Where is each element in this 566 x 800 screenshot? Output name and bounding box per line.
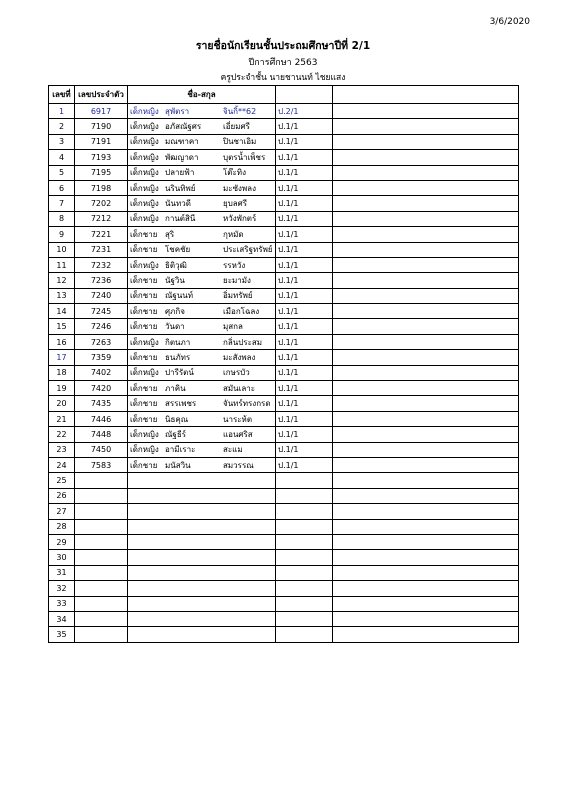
notes-cell <box>333 196 519 211</box>
class-level: ป.2/1 <box>276 104 333 119</box>
notes-cell <box>333 319 519 334</box>
student-id: 7231 <box>75 242 128 257</box>
student-name <box>128 288 276 303</box>
student-name <box>128 334 276 349</box>
row-number: 17 <box>49 350 75 365</box>
table-row <box>49 334 519 349</box>
row-number: 15 <box>49 319 75 334</box>
last-name: บุตรน้ำเพ็ชร <box>223 152 266 162</box>
row-number: 5 <box>49 165 75 180</box>
student-id: 7245 <box>75 304 128 319</box>
student-id: 7212 <box>75 211 128 226</box>
first-name: ปารีรัตน์ <box>165 368 194 378</box>
row-number: 24 <box>49 457 75 472</box>
header-name: ชื่อ-สกุล <box>128 86 276 104</box>
notes-cell <box>333 288 519 303</box>
page-title: รายชื่อนักเรียนชั้นประถมศึกษาปีที่ 2/1 <box>195 40 371 52</box>
student-name <box>128 119 276 134</box>
student-name <box>128 150 276 165</box>
student-id <box>75 565 128 580</box>
table-row <box>49 165 519 180</box>
first-name: พัฒญาดา <box>165 152 199 162</box>
student-id <box>75 534 128 549</box>
notes-cell <box>333 381 519 396</box>
header-student-id: เลขประจำตัว <box>75 86 128 104</box>
class-level: ป.1/1 <box>276 257 333 272</box>
notes-cell <box>333 211 519 226</box>
name-prefix: เด็กหญิง <box>130 368 159 378</box>
table-row <box>49 581 519 596</box>
table-row <box>49 150 519 165</box>
student-id: 7202 <box>75 196 128 211</box>
first-name: นันทวดี <box>165 199 191 209</box>
last-name: เกษรบัว <box>223 368 250 378</box>
table-row <box>49 196 519 211</box>
name-prefix: เด็กหญิง <box>130 429 159 439</box>
table-row <box>49 180 519 195</box>
row-number: 11 <box>49 257 75 272</box>
class-level: ป.1/1 <box>276 288 333 303</box>
table-row <box>49 534 519 549</box>
class-level: ป.1/1 <box>276 180 333 195</box>
class-level <box>276 627 333 642</box>
first-name: วันดา <box>165 322 185 332</box>
student-name <box>128 442 276 457</box>
student-name <box>128 504 276 519</box>
name-prefix: เด็กชาย <box>130 306 158 316</box>
notes-cell <box>333 550 519 565</box>
row-number: 19 <box>49 381 75 396</box>
notes-cell <box>333 365 519 380</box>
name-prefix: เด็กหญิง <box>130 445 159 455</box>
student-id <box>75 627 128 642</box>
table-row <box>49 611 519 626</box>
table-row <box>49 365 519 380</box>
first-name: ธนภัทร <box>165 352 191 362</box>
name-prefix: เด็กหญิง <box>130 260 159 270</box>
student-id: 7191 <box>75 134 128 149</box>
student-id <box>75 596 128 611</box>
table-row <box>49 488 519 503</box>
class-level: ป.1/1 <box>276 365 333 380</box>
class-level: ป.1/1 <box>276 457 333 472</box>
student-id: 7263 <box>75 334 128 349</box>
last-name: สมันเลาะ <box>223 383 256 393</box>
last-name: อิ่มทรัพย์ <box>223 291 253 301</box>
class-level: ป.1/1 <box>276 442 333 457</box>
name-prefix: เด็กชาย <box>130 399 158 409</box>
name-prefix: เด็กหญิง <box>130 168 159 178</box>
student-id <box>75 504 128 519</box>
first-name: กิตนภา <box>165 337 191 347</box>
student-id: 7221 <box>75 227 128 242</box>
class-level: ป.1/1 <box>276 411 333 426</box>
student-id: 7193 <box>75 150 128 165</box>
class-level <box>276 611 333 626</box>
class-level <box>276 519 333 534</box>
row-number: 34 <box>49 611 75 626</box>
row-number: 13 <box>49 288 75 303</box>
class-level: ป.1/1 <box>276 227 333 242</box>
first-name: นิธคุณ <box>165 414 189 424</box>
notes-cell <box>333 427 519 442</box>
student-name <box>128 550 276 565</box>
first-name: ภาคิน <box>165 383 186 393</box>
name-prefix: เด็กชาย <box>130 352 158 362</box>
class-level: ป.1/1 <box>276 319 333 334</box>
table-row <box>49 550 519 565</box>
table-row <box>49 427 519 442</box>
notes-cell <box>333 488 519 503</box>
name-prefix: เด็กหญิง <box>130 214 159 224</box>
student-id: 7448 <box>75 427 128 442</box>
class-level <box>276 488 333 503</box>
student-name <box>128 227 276 242</box>
notes-cell <box>333 396 519 411</box>
name-prefix: เด็กชาย <box>130 414 158 424</box>
student-id: 7232 <box>75 257 128 272</box>
student-name <box>128 596 276 611</box>
header-notes <box>333 86 519 104</box>
first-name: นัฐวิน <box>165 275 185 285</box>
table-row <box>49 627 519 642</box>
student-name <box>128 319 276 334</box>
table-row <box>49 227 519 242</box>
class-level <box>276 596 333 611</box>
student-id: 7402 <box>75 365 128 380</box>
notes-cell <box>333 104 519 119</box>
row-number: 25 <box>49 473 75 488</box>
row-number: 4 <box>49 150 75 165</box>
student-name <box>128 134 276 149</box>
student-id: 7435 <box>75 396 128 411</box>
first-name: ศุภกิจ <box>165 306 185 316</box>
student-id: 7190 <box>75 119 128 134</box>
student-name <box>128 165 276 180</box>
name-prefix: เด็กหญิง <box>130 122 159 132</box>
notes-cell <box>333 350 519 365</box>
first-name: กานต์สินี <box>165 214 196 224</box>
class-level: ป.1/1 <box>276 396 333 411</box>
row-number: 23 <box>49 442 75 457</box>
student-id <box>75 519 128 534</box>
table-row <box>49 442 519 457</box>
last-name: รรหวัง <box>223 260 246 270</box>
class-level: ป.1/1 <box>276 134 333 149</box>
table-row <box>49 134 519 149</box>
name-prefix: เด็กชาย <box>130 275 158 285</box>
student-name <box>128 411 276 426</box>
table-row <box>49 119 519 134</box>
table-row <box>49 504 519 519</box>
notes-cell <box>333 596 519 611</box>
header-number: เลขที่ <box>49 86 75 104</box>
homeroom-teacher: ครูประจำชั้น นายชานนท์ ไชยแสง <box>220 73 346 83</box>
row-number: 21 <box>49 411 75 426</box>
last-name: ยะมามัง <box>223 275 251 285</box>
student-id: 7446 <box>75 411 128 426</box>
notes-cell <box>333 627 519 642</box>
row-number: 8 <box>49 211 75 226</box>
notes-cell <box>333 227 519 242</box>
row-number: 27 <box>49 504 75 519</box>
last-name: กลิ่นประสม <box>223 337 263 347</box>
student-roster-table <box>48 85 519 643</box>
first-name: ธิติวุฒิ <box>165 260 187 270</box>
notes-cell <box>333 134 519 149</box>
table-row <box>49 596 519 611</box>
row-number: 3 <box>49 134 75 149</box>
print-date: 3/6/2020 <box>489 17 530 27</box>
row-number: 16 <box>49 334 75 349</box>
row-number: 32 <box>49 581 75 596</box>
class-level <box>276 473 333 488</box>
notes-cell <box>333 457 519 472</box>
class-level: ป.1/1 <box>276 150 333 165</box>
last-name: โต๊ะทิง <box>223 168 246 178</box>
student-id: 7236 <box>75 273 128 288</box>
row-number: 9 <box>49 227 75 242</box>
student-name <box>128 611 276 626</box>
row-number: 7 <box>49 196 75 211</box>
academic-year: ปีการศึกษา 2563 <box>248 58 318 68</box>
class-level: ป.1/1 <box>276 427 333 442</box>
student-id: 7359 <box>75 350 128 365</box>
student-name <box>128 473 276 488</box>
notes-cell <box>333 519 519 534</box>
first-name: มนัสวิน <box>165 460 191 470</box>
student-id <box>75 473 128 488</box>
table-row <box>49 242 519 257</box>
row-number: 22 <box>49 427 75 442</box>
student-name <box>128 242 276 257</box>
student-id <box>75 611 128 626</box>
name-prefix: เด็กชาย <box>130 383 158 393</box>
class-level: ป.1/1 <box>276 304 333 319</box>
last-name: ประเสริฐทรัพย์ <box>223 245 273 255</box>
row-number: 28 <box>49 519 75 534</box>
table-row <box>49 411 519 426</box>
table-header-row <box>49 86 519 104</box>
last-name: นาระห้ต <box>223 414 253 424</box>
table-row <box>49 304 519 319</box>
row-number: 31 <box>49 565 75 580</box>
last-name: มะซังพลง <box>223 183 256 193</box>
table-row <box>49 381 519 396</box>
row-number: 10 <box>49 242 75 257</box>
student-id <box>75 581 128 596</box>
last-name: มะสังพลง <box>223 352 256 362</box>
class-level <box>276 565 333 580</box>
notes-cell <box>333 242 519 257</box>
student-id: 7240 <box>75 288 128 303</box>
class-level: ป.1/1 <box>276 119 333 134</box>
last-name: แอนศริส <box>223 429 253 439</box>
class-level: ป.1/1 <box>276 196 333 211</box>
notes-cell <box>333 581 519 596</box>
row-number: 2 <box>49 119 75 134</box>
first-name: สรรเพชร <box>165 399 197 409</box>
student-id: 7420 <box>75 381 128 396</box>
last-name: จันทร์ทรงกรด <box>223 399 271 409</box>
row-number: 26 <box>49 488 75 503</box>
student-name <box>128 519 276 534</box>
notes-cell <box>333 411 519 426</box>
student-name <box>128 304 276 319</box>
notes-cell <box>333 180 519 195</box>
student-name <box>128 488 276 503</box>
first-name: มณฑาคา <box>165 137 199 147</box>
row-number: 35 <box>49 627 75 642</box>
name-prefix: เด็กชาย <box>130 229 158 239</box>
last-name: สะแม <box>223 445 243 455</box>
notes-cell <box>333 119 519 134</box>
notes-cell <box>333 611 519 626</box>
class-level: ป.1/1 <box>276 273 333 288</box>
student-name <box>128 565 276 580</box>
table-row <box>49 211 519 226</box>
table-row <box>49 104 519 119</box>
student-id: 6917 <box>75 104 128 119</box>
last-name: เมือกโฉลง <box>223 306 260 316</box>
student-name <box>128 350 276 365</box>
first-name: ณัฐนนท์ <box>165 291 194 301</box>
notes-cell <box>333 150 519 165</box>
first-name: สุพัตรา <box>165 106 190 116</box>
class-level: ป.1/1 <box>276 350 333 365</box>
student-name <box>128 211 276 226</box>
row-number: 20 <box>49 396 75 411</box>
first-name: อามีเราะ <box>165 445 196 455</box>
notes-cell <box>333 565 519 580</box>
row-number: 33 <box>49 596 75 611</box>
student-id: 7195 <box>75 165 128 180</box>
student-id: 7450 <box>75 442 128 457</box>
student-name <box>128 257 276 272</box>
student-name <box>128 396 276 411</box>
table-row <box>49 257 519 272</box>
notes-cell <box>333 473 519 488</box>
first-name: สุริ <box>165 229 175 239</box>
table-row <box>49 319 519 334</box>
last-name: กุหมัด <box>223 229 244 239</box>
student-name <box>128 534 276 549</box>
row-number: 30 <box>49 550 75 565</box>
student-id <box>75 488 128 503</box>
first-name: นรินทิพย์ <box>165 183 196 193</box>
row-number: 18 <box>49 365 75 380</box>
last-name: สมวรรณ <box>223 460 254 470</box>
class-level: ป.1/1 <box>276 334 333 349</box>
student-id: 7583 <box>75 457 128 472</box>
student-name <box>128 381 276 396</box>
name-prefix: เด็กชาย <box>130 291 158 301</box>
table-row <box>49 519 519 534</box>
row-number: 1 <box>49 104 75 119</box>
row-number: 6 <box>49 180 75 195</box>
table-row <box>49 396 519 411</box>
name-prefix: เด็กหญิง <box>130 183 159 193</box>
header-class <box>276 86 333 104</box>
last-name: มุสกล <box>223 322 243 332</box>
student-id: 7198 <box>75 180 128 195</box>
student-name <box>128 427 276 442</box>
notes-cell <box>333 257 519 272</box>
first-name: ปลายฟ้า <box>165 168 195 178</box>
notes-cell <box>333 273 519 288</box>
row-number: 14 <box>49 304 75 319</box>
notes-cell <box>333 304 519 319</box>
table-row <box>49 273 519 288</box>
class-level: ป.1/1 <box>276 211 333 226</box>
class-level <box>276 550 333 565</box>
notes-cell <box>333 504 519 519</box>
student-name <box>128 104 276 119</box>
roster-body <box>49 104 519 643</box>
first-name: โชคชัย <box>165 245 191 255</box>
row-number: 12 <box>49 273 75 288</box>
notes-cell <box>333 534 519 549</box>
name-prefix: เด็กชาย <box>130 245 158 255</box>
name-prefix: เด็กหญิง <box>130 199 159 209</box>
class-level: ป.1/1 <box>276 165 333 180</box>
last-name: หวังพักตร์ <box>223 214 257 224</box>
table-row <box>49 288 519 303</box>
last-name: ปินชาเอิม <box>223 137 257 147</box>
student-name <box>128 457 276 472</box>
table-row <box>49 457 519 472</box>
class-level: ป.1/1 <box>276 381 333 396</box>
student-name <box>128 627 276 642</box>
notes-cell <box>333 165 519 180</box>
student-id: 7246 <box>75 319 128 334</box>
student-name <box>128 180 276 195</box>
name-prefix: เด็กหญิง <box>130 106 159 116</box>
notes-cell <box>333 334 519 349</box>
student-name <box>128 196 276 211</box>
name-prefix: เด็กชาย <box>130 460 158 470</box>
class-level <box>276 504 333 519</box>
last-name: ยุบลศรี <box>223 199 248 209</box>
student-id <box>75 550 128 565</box>
name-prefix: เด็กหญิง <box>130 137 159 147</box>
table-row <box>49 473 519 488</box>
student-name <box>128 365 276 380</box>
name-prefix: เด็กหญิง <box>130 337 159 347</box>
class-level <box>276 581 333 596</box>
notes-cell <box>333 442 519 457</box>
last-name: จินกิ้**62 <box>223 106 257 116</box>
first-name: อภัสณัฐศร <box>165 122 202 132</box>
table-row <box>49 565 519 580</box>
table-row <box>49 350 519 365</box>
class-level: ป.1/1 <box>276 242 333 257</box>
row-number: 29 <box>49 534 75 549</box>
student-name <box>128 581 276 596</box>
class-level <box>276 534 333 549</box>
first-name: ณัฐธีร์ <box>165 429 187 439</box>
name-prefix: เด็กหญิง <box>130 152 159 162</box>
name-prefix: เด็กชาย <box>130 322 158 332</box>
last-name: เอี่ยมศรี <box>223 122 250 132</box>
student-name <box>128 273 276 288</box>
